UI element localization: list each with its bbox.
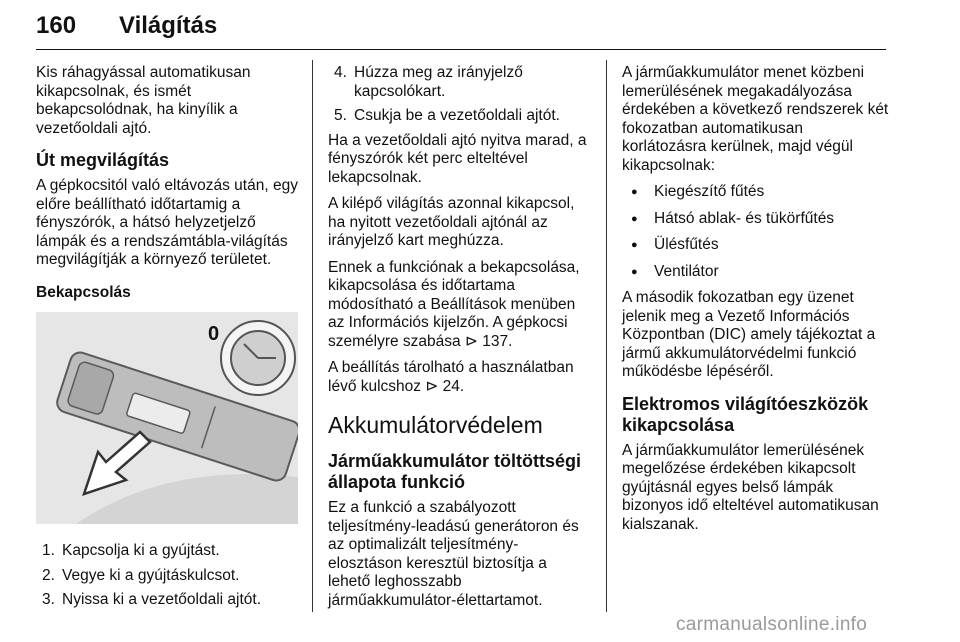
paragraph: A járműakkumulátor lemerülésének megelőzése érdekében kikapcsolt gyújtásnál egyes belső lámpák bizonyos idő elteltével automatikusan kialszanak. (622, 441, 879, 533)
page-header (36, 12, 886, 52)
bullet-list (622, 183, 890, 281)
paragraph: A gépkocsitól való eltávozás után, egy előre beállítható időtartamig a fényszórók, a hátsó helyzetjelző lámpák és a rendszámtábla-világítás megvilágítják a környező területet. (36, 177, 298, 268)
intro-paragraph: Kis ráhagyással automatikusan kikapcsolnak, és ismét bekapcsolódnak, ha kinyílik a vezetőoldali ajtó. (36, 64, 251, 137)
step-item: 4. Húzza meg az irányjelző kapcsolókart. (334, 64, 523, 100)
subsection-heading: Járműakkumulátor töltöttségi állapota funkció (328, 451, 582, 492)
subheading-bekapcsolas: Bekapcsolás (36, 283, 131, 301)
step-item: 1. Kapcsolja ki a gyújtást. (42, 542, 220, 559)
paragraph: A járműakkumulátor menet közbeni lemerülésének megakadályozása érdekében a következő rendszerek két fokozatban automatikusan korlátozásra kerülnek, majd végül kikapcsolnak: (622, 64, 889, 174)
bullet-item: ● Kiegészítő fűtés (622, 183, 890, 202)
bullet-item: ● Hátsó ablak- és tükörfűtés (622, 210, 890, 229)
steps-list-2 (328, 64, 592, 126)
paragraph: Ha a vezetőoldali ajtó nyitva marad, a fényszórók két perc elteltével lekapcsolnak. (328, 131, 587, 186)
paragraph: Ez a funkció a szabályozott teljesítmény-leadású generátoron és az optimalizált teljesítmény-elosztáson keresztül biztosítja a lehető leghosszabb járműakkumulátor-élettartamot. (328, 499, 579, 609)
step-item: 3. Nyissa ki a vezetőoldali ajtót. (42, 591, 262, 608)
column-divider-2 (606, 60, 607, 612)
column-1 (36, 64, 302, 616)
steps-list-1 (36, 542, 302, 610)
column-3 (622, 64, 890, 542)
bullet-item: ● Ventilátor (622, 263, 890, 282)
header-rule (36, 49, 886, 50)
page-title: Világítás (119, 12, 218, 39)
paragraph: A második fokozatban egy üzenet jelenik meg a Vezető Információs Központban (DIC) amely tájékoztat a jármű akkumulátorvédelmi funkció működésbe lépéséről. (622, 289, 876, 380)
section-title-akkumulatorvedelem: Akkumulátorvédelem (328, 412, 543, 438)
paragraph: A kilépő világítás azonnal kikapcsol, ha nyitott vezetőoldali ajtónál az irányjelző kart meghúzza. (328, 195, 575, 249)
bullet-item: ● Ülésfűtés (622, 236, 890, 255)
step-item: 2. Vegye ki a gyújtáskulcsot. (42, 566, 240, 584)
column-2 (328, 64, 592, 618)
figure-label: 0 (208, 323, 220, 345)
paragraph: A beállítás tárolható a használatban lévő kulcshoz ⊳ 24. (328, 359, 574, 395)
section-heading-ut-megvilagitas: Út megvilágítás (36, 150, 170, 170)
column-divider-1 (312, 60, 313, 612)
watermark: carmanualsonline.info (676, 614, 868, 635)
section-heading-elektromos: Elektromos világítóeszközök kikapcsolása (622, 393, 869, 435)
page-number: 160 (36, 12, 77, 39)
step-item: 5. Csukja be a vezetőoldali ajtót. (334, 107, 560, 124)
lever-illustration (36, 312, 298, 524)
lever-illustration-graphic (36, 312, 298, 524)
paragraph: Ennek a funkciónak a bekapcsolása, kikapcsolása és időtartama módosítható a Beállítások menüben az Információs kijelzőn. A gépkocsi személyre szabása ⊳ 137. (328, 258, 580, 350)
